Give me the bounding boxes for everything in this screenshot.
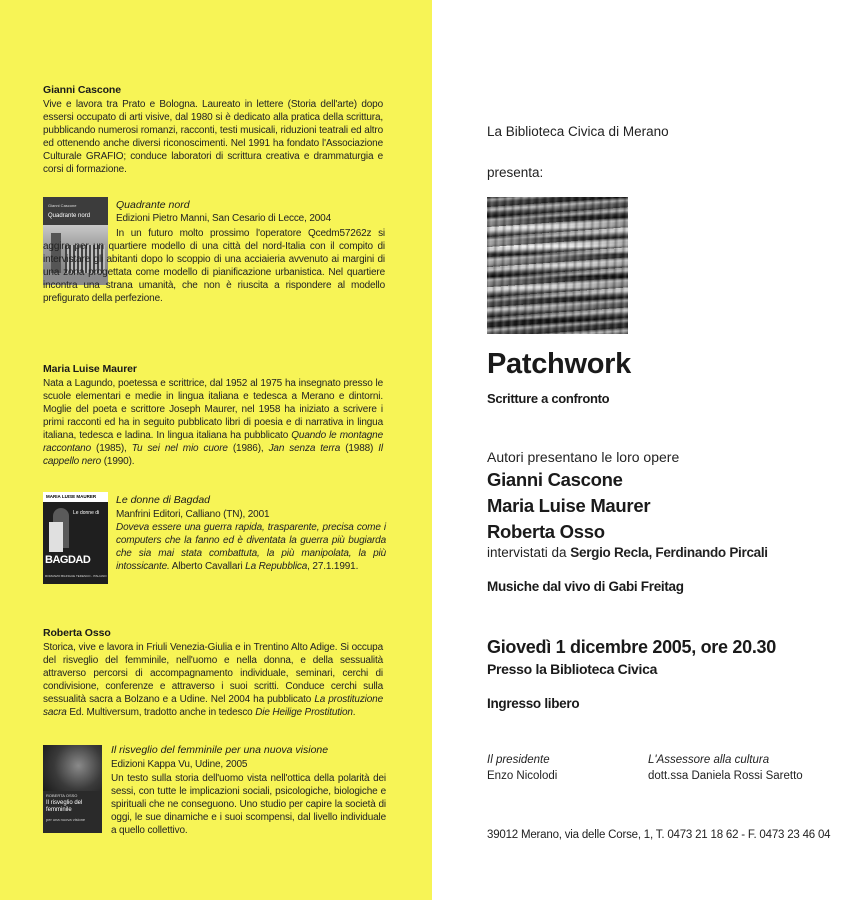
cover-author: MARIA LUISE MAURER — [46, 494, 97, 499]
book-quote-donne-di-bagdad: Doveva essere una guerra rapida, trasparente, precisa come i computers che la fanno ed è diventata la guerra più bugiarda che sia mai stata combattuta, la più manipolata, la più intossicante. Alberto Cavallari La Repubblica, 27.1.1991. — [116, 522, 386, 572]
signatory-1-name: Enzo Nicolodi — [487, 770, 558, 782]
book-title-donne-di-bagdad: Le donne di Bagdad — [116, 494, 211, 506]
book-publisher-quadrante-nord: Edizioni Pietro Manni, San Cesario di Lecce, 2004 — [116, 213, 331, 224]
cover-title: Quadrante nord — [48, 213, 91, 219]
book-title-quadrante-nord: Quadrante nord — [116, 199, 190, 211]
author-name-cascone: Gianni Cascone — [43, 84, 121, 96]
organizer: La Biblioteca Civica di Merano — [487, 124, 669, 139]
cover-foot: ROMANZO BILINGUE TEDESCO - ITALIANO — [45, 574, 107, 578]
featured-author-3: Roberta Osso — [487, 521, 605, 542]
cover-author: Gianni Cascone — [48, 203, 77, 208]
author-name-osso: Roberta Osso — [43, 627, 111, 639]
event-title: Patchwork — [487, 348, 631, 380]
book-title-risveglio-femminile: Il risveglio del femminile per una nuova visione — [111, 744, 329, 756]
right-panel — [432, 0, 861, 900]
author-bio-maurer: Nata a Lagundo, poetessa e scrittrice, dal 1952 al 1975 ha insegnato presso le scuole elementari e medie in lingua italiana e tedesca a Merano e dintorni. Moglie del poeta e scrittore Joseph Maurer, nel 1958 ha iniziato a scrivere i primi racconti ed ha in seguito pubblicato libri di poesia e di narrativa in lingua italiana, tedesca e ladina. In lingua italiana ha pubblicato Quando le montagne raccontano (1985), Tu sei nel mio cuore (1986), Jan senza terra (1988) Il cappello nero (1990). — [43, 378, 383, 467]
presenta-label: presenta: — [487, 165, 544, 180]
cover-sub: per una nuova visione — [46, 817, 86, 822]
event-date: Giovedì 1 dicembre 2005, ore 20.30 — [487, 637, 776, 657]
contact-address: 39012 Merano, via delle Corse, 1, T. 0473 21 18 62 - F. 0473 23 46 04 — [487, 829, 831, 841]
cover-title: Il risveglio del femminile — [46, 800, 83, 813]
entry-info: Ingresso libero — [487, 696, 580, 711]
book-cover-risveglio-femminile — [43, 745, 102, 833]
book-publisher-risveglio-femminile: Edizioni Kappa Vu, Udine, 2005 — [111, 759, 248, 770]
patchwork-artwork — [487, 197, 628, 334]
book-cover-donne-di-bagdad — [43, 492, 108, 584]
music-line: Musiche dal vivo di Gabi Freitag — [487, 579, 684, 594]
author-bio-osso: Storica, vive e lavora in Friuli Venezia-Giulia e in Trentino Alto Adige. Si occupa del risveglio del femminile, nell'uomo e nella donna, e della sessualità attraverso percorsi di accompagnamento individuale, seminari, cerchi di condivisione, conferenze e attraverso i suoi scritti. Conduce cerchi sulla sessualità sacra a Bolzano e a Udine. Nel 2004 ha pubblicato La prostituzione sacra Ed. Multiversum, tradotto anche in tedesco Die Heilige Prostitution. — [43, 642, 383, 718]
signatory-2-name: dott.ssa Daniela Rossi Saretto — [648, 770, 803, 782]
featured-author-2: Maria Luise Maurer — [487, 495, 651, 516]
cover-title: BAGDAD — [45, 554, 91, 566]
cover-sub: Le donne di — [73, 510, 100, 516]
intro-line: Autori presentano le loro opere — [487, 449, 680, 465]
author-name-maurer: Maria Luise Maurer — [43, 363, 137, 375]
event-subtitle: Scritture a confronto — [487, 391, 610, 406]
cover-author: ROBERTA OSSO — [46, 793, 78, 798]
book-desc-risveglio-femminile: Un testo sulla storia dell'uomo vista nell'ottica della polarità dei sessi, con tutte le implicazioni sociali, psicologiche, biologiche e spirituali che ne conseguono. Uno studio per capire la società di oggi, le sue dinamiche e i suoi scompensi, dal livello individuale a quello collettivo. — [111, 773, 386, 836]
featured-author-1: Gianni Cascone — [487, 469, 623, 490]
author-bio-cascone: Vive e lavora tra Prato e Bologna. Laureato in lettere (Storia dell'arte) dopo essersi occupato di arti visive, dal 1980 si è dedicato alla pratica della scrittura, pubblicando numerosi romanzi, racconti, testi musicali, riduzioni teatrali ed altro ed ottenendo anche diversi riconoscimenti. Nel 1991 ha fondato l'Associazione Culturale GRAFIO; conduce laboratori di scrittura creativa e drammaturgia e corsi di formazione. — [43, 99, 383, 175]
signatory-1-role: Il presidente — [487, 754, 550, 766]
book-desc-quadrante-nord: In un futuro molto prossimo l'operatore Qcedm57262z si aggira per un quartiere modello di una città del nord-Italia con il compito di intervistare gli abitanti dopo lo scoppio di una acciaieria avvenuto ai margini di una zona progettata come modello di pianificazione urbanistica. Nel quartiere incontra una strana umanità, che non è riuscita a rispondere al modello prefigurato della perfezione. — [43, 228, 385, 304]
interviewers-line: intervistati da Sergio Recla, Ferdinando Pircali — [487, 545, 768, 560]
event-venue: Presso la Biblioteca Civica — [487, 661, 658, 677]
signatory-2-role: L'Assessore alla cultura — [648, 754, 770, 766]
book-publisher-donne-di-bagdad: Manfrini Editori, Calliano (TN), 2001 — [116, 509, 270, 520]
